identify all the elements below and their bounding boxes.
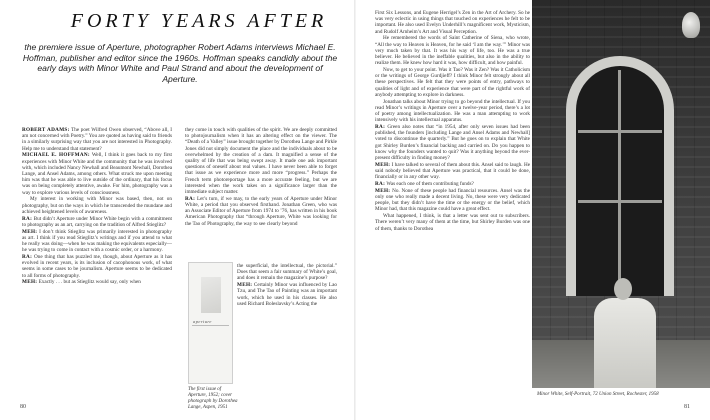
paragraph xyxy=(22,127,172,152)
paragraph xyxy=(22,229,172,254)
cover-masthead: aperture xyxy=(193,319,212,324)
man-figure-body xyxy=(594,298,656,388)
self-portrait-photo xyxy=(532,0,710,388)
speaker: RA: xyxy=(375,181,386,188)
column-3 xyxy=(375,10,530,410)
paragraph-text: Jonathan talks about Minor trying to go beyond the intellectual. If you read Minor’s writings in Aperture over a twelve-year period, there’s a lot of poetry among intellectualization. He was a man attempting to work intensively with his intellectual apparatus. xyxy=(375,98,530,124)
cover-caption: The first issue of Aperture, 1952; cover photograph by Dorothea Lange, Aspen, 1951 xyxy=(188,387,238,410)
paragraph-text: The poet Wilfred Owen observed, “Above all, I am not concerned with Poetry.” You are quoted as having said to friends in a similarly surprising way that you are not interested in Photography. Help me to understand that statement? xyxy=(22,127,172,152)
column-2 xyxy=(185,127,337,263)
page-number-right: 81 xyxy=(684,404,690,410)
paragraph-text: Green also notes that “in 1954, after only seven issues had been published, the founders [including Lange and Ansel Adams and Newhall] voted to discontinue the quarterly.” But he goes on to explain that White got Shirley Burden’s financial backing and carried on. Do you happen to know why the founders wanted to quit? Was it anything beyond the ever-present difficulty in finding money? xyxy=(375,124,530,162)
paragraph xyxy=(237,263,337,282)
paragraph xyxy=(375,10,530,35)
paragraph xyxy=(22,152,172,195)
paragraph xyxy=(375,99,530,124)
paragraph-text: I don’t think Stieglitz was primarily interested in photography as art. I think if you read Stieglitz’s writings and if you attend to what he really was doing—when he was making the equivalents especially—he was trying to come in contact with a cosmic order, or a harmony. xyxy=(22,228,172,254)
paragraph xyxy=(237,282,337,307)
paragraph xyxy=(375,188,530,213)
paragraph xyxy=(185,196,337,227)
window-transom xyxy=(578,200,662,203)
paragraph xyxy=(375,67,530,98)
paragraph-text: Let’s turn, if we may, to the early years of Aperture under Minor White, a period that you observed firsthand. Jonathan Green, who was an Associate Editor of Aperture from 1974 to ’76, has written in his book American Photography that “through Aperture, White was looking for the Tao of Photography, the way to see clearly beyond xyxy=(185,195,337,227)
article-title: FORTY YEARS AFTER xyxy=(70,10,328,32)
paragraph-text: Exactly . . . but as Stieglitz would say, only when xyxy=(37,279,141,286)
speaker: MEH: xyxy=(22,279,38,286)
paragraph-text: First Six Lessons, and Eugene Herrigel’s Zen in the Art of Archery. So he was very eclectic in using things that touched on experiences he felt to be important. He also used Evelyn Underhill’s magnificent work, Mysticism, and Rudolf Arnheim’s Art and Visual Perception. xyxy=(375,10,530,35)
paragraph xyxy=(22,279,172,285)
paragraph-text: Was each one of them contributing funds? xyxy=(385,181,474,188)
wall-lamp xyxy=(682,12,700,38)
paragraph-text: Now, to get to your point. Was it Tao? Was it Zen? Was it Catholicism or the writings of George Gurdjieff? I think Minor felt strongly about all these perspectives. He felt that they were points of entry, pathways to qualities of light and of experience that were part of the rightful work of anybody attempting to explore in darkness. xyxy=(375,67,530,98)
paragraph-text: But didn’t Aperture under Minor White begin with a commitment to photography as an art, carrying on the tradition of Alfred Stieglitz? xyxy=(22,215,172,228)
paragraph xyxy=(185,127,337,195)
speaker: RA: xyxy=(185,195,196,202)
speaker: RA: xyxy=(22,215,33,222)
speaker: RA: xyxy=(22,254,33,261)
paragraph-text: He remembered the words of Saint Catherine of Siena, who wrote, “All the way to Heaven is Heaven, for he said ‘I am the way.’” Minor was very much taken by that. It was his way of life, too. He was a true believer. He believed in the ineffable qualities, but also in the ability to realize them. He knew how hard it was, how difficult, and how painful. xyxy=(375,35,530,67)
paragraph-text: I have talked to several of them about this. Ansel said to laugh. He said nobody believed that Aperture was practical, that it could be done, financially or in any other way. xyxy=(375,161,530,181)
paragraph xyxy=(22,216,172,228)
paragraph xyxy=(375,181,530,187)
speaker: MICHAEL E. HOFFMAN: xyxy=(22,152,90,159)
first-issue-cover-image xyxy=(188,262,233,384)
paragraph-text: One thing that has puzzled me, though, about Aperture as it has evolved in recent years, is its inclusion of cacophonous work, of what seems in some cases to be journalism. Aperture seems to be dedicated to all forms of photography. xyxy=(22,254,172,279)
paragraph xyxy=(375,213,530,232)
paragraph xyxy=(375,124,530,161)
speaker: MEH: xyxy=(375,187,391,194)
paragraph-text: Certainly Minor was influenced by Lao Tzu, and The Tao of Painting was an important work, which he used in his classes. He also used Richard Boleslavsky’s Acting the xyxy=(237,282,337,307)
photo-caption: Minor White, Self-Portrait, 72 Union Street, Rochester, 1958 xyxy=(537,392,659,397)
window-mullion xyxy=(618,70,621,290)
column-2-continued xyxy=(237,263,337,407)
paragraph xyxy=(22,254,172,279)
window-transom xyxy=(578,130,662,133)
speaker: MEH: xyxy=(375,161,391,168)
man-figure-head xyxy=(614,278,632,300)
speaker: RA: xyxy=(375,124,386,131)
paragraph-text: What happened, I think, is that a letter was sent out to subscribers. There weren’t very many of them at the time, but Shirley Burden was one of them, thanks to Dorothea xyxy=(375,213,530,232)
speaker: ROBERT ADAMS: xyxy=(22,127,70,133)
paragraph xyxy=(375,162,530,181)
cover-photo-area xyxy=(201,277,221,313)
paragraph-text: Well, I think it goes back to my first experiences with Minor White and the community that he was involved with, which included Nancy Newhall and Beaumont Newhall, Dorothea Lange, and Ansel Adams, among others. What struck me upon meeting him was that he was able to live outside of the ordinary, that his focus was on being completely attentive, awake. For him, photography was a way to explore various levels of consciousness. xyxy=(22,152,172,196)
paragraph-text: My interest in working with Minor was based, then, not on photography, but on the ways in which he transcended the mundane and achieved heightened levels of awareness. xyxy=(22,196,172,215)
speaker: MEH: xyxy=(237,282,253,289)
paragraph-text: No. None of these people had financial resources. Ansel was the only one who really made a decent living. No, these were very dedicated people, but they didn’t have the time or the energy or the belief, which Minor had, that this magazine could have a great effect. xyxy=(375,187,530,213)
gutter xyxy=(354,0,356,420)
paragraph xyxy=(375,35,530,66)
paragraph xyxy=(22,196,172,215)
speaker: MEH: xyxy=(22,228,38,235)
column-1 xyxy=(22,127,172,403)
paragraph-text: they come in touch with qualities of the spirit. We are deeply committed to photojournalism when it has an altering effect on the viewer. The “Death of a Valley” issue brought together by Dorothea Lange and Pirkle Jones did not simply document the place and the individuals about to be overwhelmed by the creation of a dam. It magnified a sense of the quality of life that was being swept away. It made one ask important questions of oneself about real values. I have never been able to forget that issue as we experience more and more “progress.” Perhaps the French term photoreportage has a more accurate feeling, but we are interested when the work takes on a significance larger than the immediate subject matter. xyxy=(185,127,337,196)
article-deck: the premiere issue of Aperture, photographer Robert Adams interviews Michael E. Hoffman, publisher and editor since the 1960s. Hoffman speaks candidly about the early days with Minor White and Paul Strand and about the development of Aperture. xyxy=(22,42,338,84)
cover-rule xyxy=(192,325,229,326)
page-number-left: 80 xyxy=(20,404,26,410)
paragraph-text: the superficial, the intellectual, the pictorial.” Does that seem a fair summary of White’s goal, and does it remain the magazine’s purpose? xyxy=(237,263,337,282)
